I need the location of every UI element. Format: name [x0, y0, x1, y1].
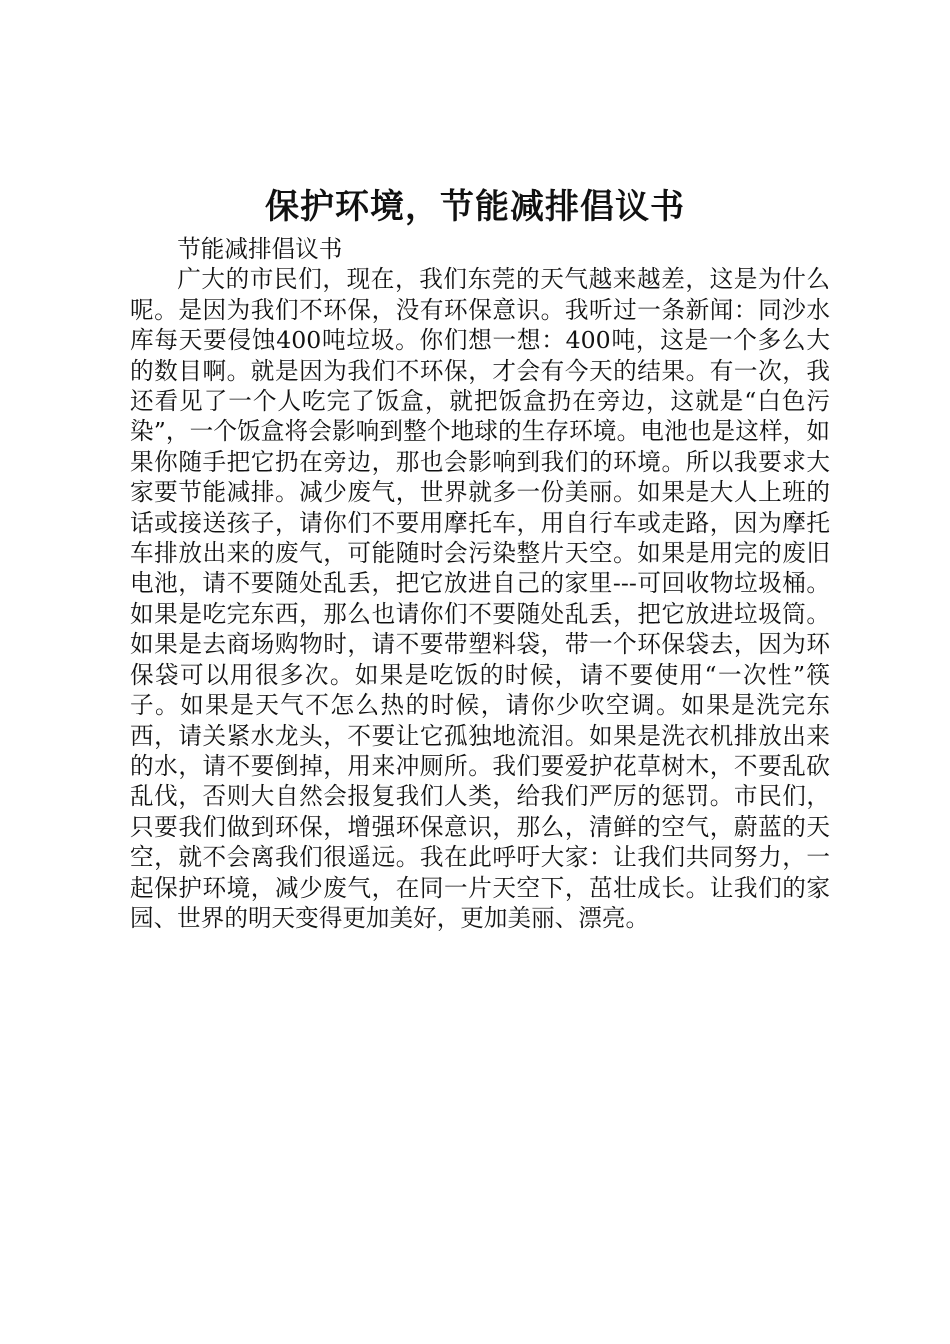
document-body [130, 234, 830, 933]
paragraph-main: 广大的市民们，现在，我们东莞的天气越来越差，这是为什么呢。是因为我们不环保，没有环保意识。我听过一条新闻：同沙水库每天要侵蚀400吨垃圾。你们想一想：400吨，这是一个多么大的数目啊。就是因为我们不环保，才会有今天的结果。有一次，我还看见了一个人吃完了饭盒，就把饭盒扔在旁边，这就是“白色污染”，一个饭盒将会影响到整个地球的生存环境。电池也是这样，如果你随手把它扔在旁边，那也会影响到我们的环境。所以我要求大家要节能减排。减少废气，世界就多一份美丽。如果是大人上班的话或接送孩子，请你们不要用摩托车，用自行车或走路，因为摩托车排放出来的废气，可能随时会污染整片天空。如果是用完的废旧电池，请不要随处乱丢，把它放进自己的家里---可回收物垃圾桶。如果是吃完东西，那么也请你们不要随处乱丢，把它放进垃圾筒。如果是去商场购物时，请不要带塑料袋，带一个环保袋去，因为环保袋可以用很多次。如果是吃饭的时候，请不要使用“一次性”筷子。如果是天气不怎么热的时候，请你少吹空调。如果是洗完东西，请关紧水龙头，不要让它孤独地流泪。如果是洗衣机排放出来的水，请不要倒掉，用来冲厕所。我们要爱护花草树木，不要乱砍乱伐，否则大自然会报复我们人类，给我们严厉的惩罚。市民们，只要我们做到环保，增强环保意识，那么，清鲜的空气，蔚蓝的天空，就不会离我们很遥远。我在此呼吁大家：让我们共同努力，一起保护环境，减少废气，在同一片天空下，茁壮成长。让我们的家园、世界的明天变得更加美好，更加美丽、漂亮。 [130, 265, 830, 932]
document-title: 保护环境，节能减排倡议书 [265, 187, 685, 227]
paragraph-subtitle: 节能减排倡议书 [177, 235, 343, 263]
